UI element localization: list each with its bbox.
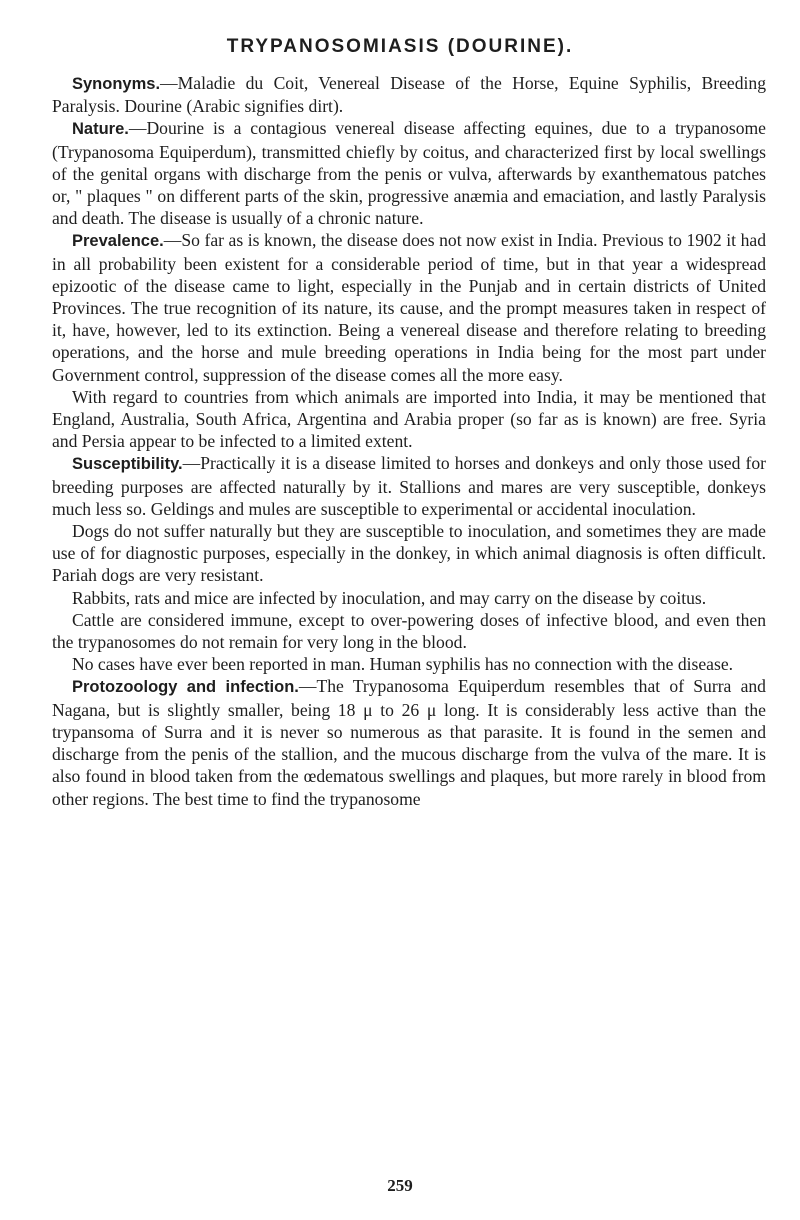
text-rabbits: Rabbits, rats and mice are infected by inoculation, and may carry on the disease by coitus. <box>72 587 707 608</box>
paragraph-prevalence <box>52 229 766 385</box>
heading-synonyms: Synonyms. <box>72 75 161 93</box>
paragraph-susceptibility <box>52 452 766 520</box>
paragraph-dogs <box>52 520 766 587</box>
heading-susceptibility: Susceptibility. <box>72 455 183 474</box>
page-number: 259 <box>387 1176 413 1195</box>
paragraph-cattle <box>52 609 766 653</box>
heading-protozoology: Protozoology and infection. <box>72 678 299 697</box>
heading-prevalence: Prevalence. <box>72 232 164 251</box>
page-title: TRYPANOSOMIASIS (DOURINE). <box>226 36 574 57</box>
paragraph-man <box>52 653 766 675</box>
heading-nature: Nature. <box>72 120 129 139</box>
paragraph-synonyms <box>52 72 766 117</box>
body-text <box>52 72 766 810</box>
text-synonyms: —Maladie du Coit, Venereal Disease of the Horse, Equine Syphilis, Breeding Paralysis. Dourine (Arabic signifies dirt). <box>52 73 766 117</box>
text-dogs: Dogs do not suffer naturally but they are susceptible to inoculation, and sometimes they are made use of for diagnostic purposes, especially in the donkey, in which animal diagnosis is often difficult. Pariah dogs are very resistant. <box>52 521 766 586</box>
paragraph-nature <box>52 117 766 229</box>
text-susceptibility: —Practically it is a disease limited to horses and donkeys and only those used for breeding purposes are affected naturally by it. Stallions and mares are very susceptible, donkeys much less so. Geldings and mules are susceptible to experimental or accidental inoculation. <box>52 453 766 519</box>
text-regard: With regard to countries from which animals are imported into India, it may be mentioned that England, Australia, South Africa, Argentina and Arabia proper (so far as is known) are free. Syria and Persia appear to be infected to a limited extent. <box>52 386 766 452</box>
text-cattle: Cattle are considered immune, except to over-powering doses of infective blood, and even then the trypanosomes do not remain for very long in the blood. <box>52 609 766 653</box>
text-man: No cases have ever been reported in man. Human syphilis has no connection with the disease. <box>72 654 734 675</box>
paragraph-regard <box>52 386 766 453</box>
paragraph-rabbits <box>52 587 766 609</box>
text-prevalence: —So far as is known, the disease does not now exist in India. Previous to 1902 it had in all probability been existent for a considerable period of time, but in that year a widespread epizootic of the disease came to light, especially in the Punjab and in certain districts of United Provinces. The true recognition of its nature, its cause, and the prompt measures taken in respect of it, have, however, led to its extinction. Being a venereal disease and therefore relating to breeding operations, and the horse and mule breeding operations in India being for the most part under Government control, suppression of the disease comes all the more easy. <box>52 230 766 385</box>
text-nature: —Dourine is a contagious venereal disease affecting equines, due to a trypanosome (Trypanosoma Equiperdum), transmitted chiefly by coitus, and characterized first by local swellings of the genital organs with discharge from the penis or vulva, afterwards by exanthematous patches or, " plaques " on different parts of the skin, progressive anæmia and emaciation, and lastly Paralysis and death. The disease is usually of a chronic nature. <box>52 118 766 229</box>
paragraph-protozoology <box>52 675 766 809</box>
text-protozoology: —The Trypanosoma Equiperdum resembles that of Surra and Nagana, but is slightly smaller, being 18 μ to 26 μ long. It is considerably less active than the trypansoma of Surra and it is never so numerous as that parasite. It is found in the semen and discharge from the penis of the stallion, and the mucous discharge from the vulva of the mare. It is also found in blood taken from the œdematous swellings and plaques, but more rarely in blood from other regions. The best time to find the trypanosome <box>52 676 766 809</box>
